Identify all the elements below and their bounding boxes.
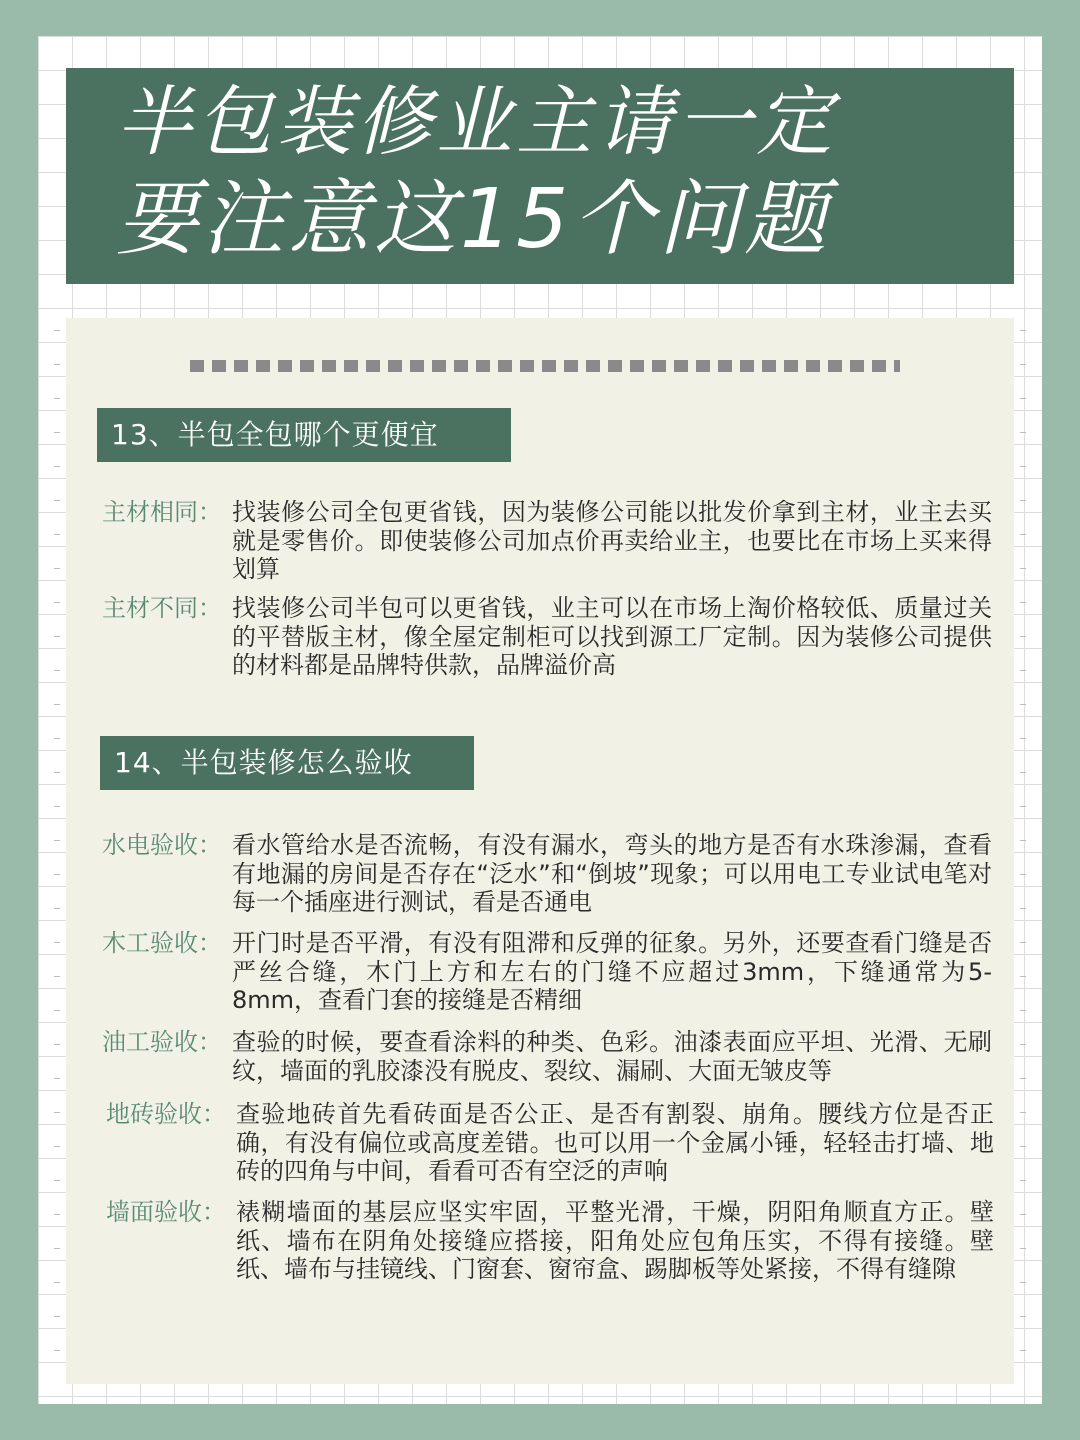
section-14-item-1 bbox=[102, 831, 992, 917]
title-banner bbox=[66, 68, 1014, 284]
section-14-item-3 bbox=[102, 1028, 992, 1085]
item-text: 查验地砖首先看砖面是否公正、是否有割裂、崩角。腰线方位是否正确，有没有偏位或高度差错。也可以用一个金属小锤，轻轻击打墙、地砖的四角与中间，看看可否有空泛的声响 bbox=[236, 1100, 994, 1185]
section-14-item-2 bbox=[102, 929, 992, 1015]
section-13-heading: 13、半包全包哪个更便宜 bbox=[97, 408, 511, 462]
item-text: 看水管给水是否流畅，有没有漏水，弯头的地方是否有水珠渗漏，查看有地漏的房间是否存在“泛水”和“倒坡”现象；可以用电工专业试电笔对每一个插座进行测试，看是否通电 bbox=[232, 831, 992, 916]
item-text: 找装修公司全包更省钱，因为装修公司能以批发价拿到主材，业主去买就是零售价。即使装修公司加点价再卖给业主，也要比在市场上买来得划算 bbox=[232, 498, 992, 583]
item-label: 水电验收： bbox=[102, 831, 222, 859]
left-margin-ticks bbox=[54, 330, 60, 1370]
item-label: 墙面验收： bbox=[106, 1198, 226, 1226]
item-label: 木工验收： bbox=[102, 929, 222, 957]
section-13-item-2 bbox=[102, 594, 992, 680]
section-14-heading: 14、半包装修怎么验收 bbox=[100, 736, 474, 790]
item-text: 查验的时候，要查看涂料的种类、色彩。油漆表面应平坦、光滑、无刷纹，墙面的乳胶漆没有脱皮、裂纹、漏刷、大面无皱皮等 bbox=[232, 1028, 992, 1085]
item-label: 油工验收： bbox=[102, 1028, 222, 1056]
title-line-2: 要注意这15个问题 bbox=[116, 172, 831, 267]
item-text: 裱糊墙面的基层应坚实牢固，平整光滑，干燥，阴阳角顺直方正。壁纸、墙布在阴角处接缝应搭接，阳角处应包角压实，不得有接缝。壁纸、墙布与挂镜线、门窗套、窗帘盒、踢脚板等处紧接，不得有缝隙 bbox=[236, 1198, 994, 1283]
item-text: 找装修公司半包可以更省钱，业主可以在市场上淘价格较低、质量过关的平替版主材，像全屋定制柜可以找到源工厂定制。因为装修公司提供的材料都是品牌特供款，品牌溢价高 bbox=[232, 594, 992, 679]
title-line-1: 半包装修业主请一定 bbox=[116, 77, 836, 166]
item-label: 主材不同： bbox=[102, 594, 222, 622]
dashed-divider bbox=[190, 360, 900, 372]
right-margin-ticks bbox=[1020, 330, 1026, 1370]
section-13-item-1 bbox=[102, 498, 992, 584]
item-label: 主材相同： bbox=[102, 498, 222, 526]
item-label: 地砖验收： bbox=[106, 1100, 226, 1128]
item-text: 开门时是否平滑，有没有阻滞和反弹的征象。另外，还要查看门缝是否严丝合缝，木门上方和左右的门缝不应超过3mm，下缝通常为5-8mm，查看门套的接缝是否精细 bbox=[232, 929, 992, 1014]
content-panel bbox=[66, 318, 1014, 1384]
section-14-item-5 bbox=[106, 1198, 994, 1284]
section-14-item-4 bbox=[106, 1100, 994, 1186]
